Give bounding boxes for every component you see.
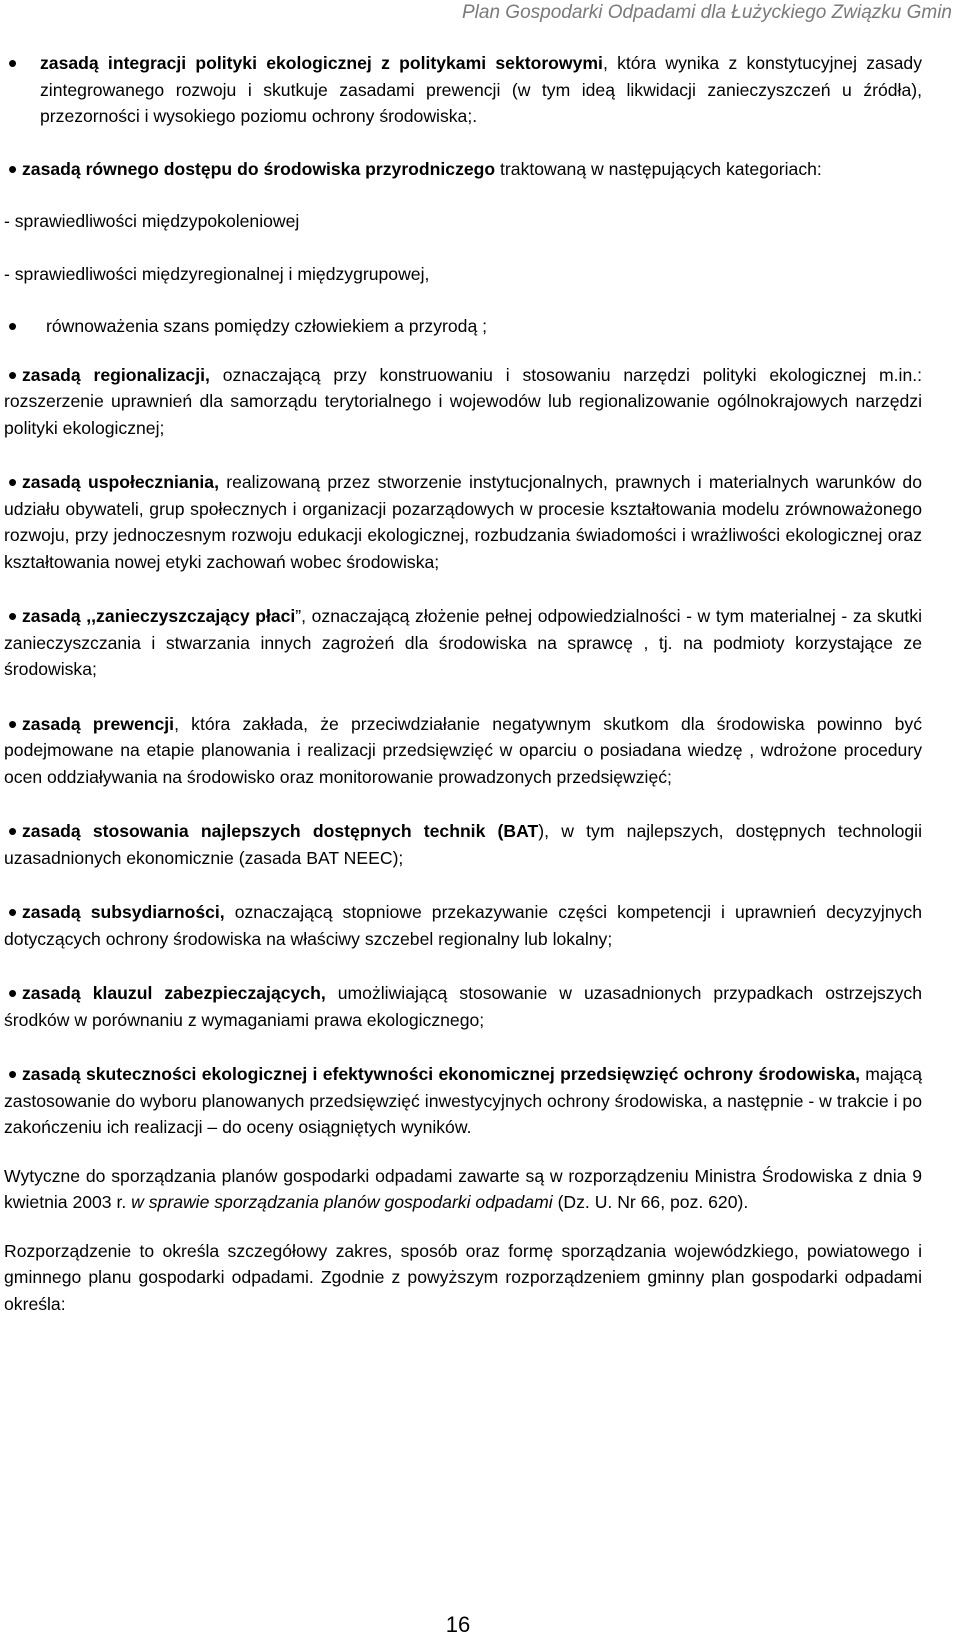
principle-text: mającą zastosowanie do wyboru planowanych przedsięwzięć inwestycyjnych ochrony środowiska, a następnie - w trakcie i po zakończeniu ich realizacji – do oceny osiągniętych wyników.: [4, 1064, 922, 1137]
principle-text: , która zakłada, że przeciwdziałanie negatywnym skutkom dla środowiska powinno być podejmowane na etapie planowania i realizacji przedsięwzięć w oparciu o posiadana wiedzę , wdrożone procedury ocen oddziaływania na środowisko oraz monitorowanie prowadzonych przedsięwzięć;: [4, 713, 923, 787]
list-item: [22, 50, 922, 130]
principle-text: realizowaną przez stworzenie instytucjonalnych, prawnych i materialnych warunków do udziału obywateli, grup społecznych i organizacji pozarządowych w procesie kształtowania modelu zrównoważonego rozwoju, przy jednoczesnym rozwoju edukacji ekologicznej, rozbudzania świadomości i wrażliwości ekologicznej oraz kształtowania nowej etyki zachowań wobec środowiska;: [4, 472, 922, 572]
list-item: [4, 1061, 922, 1141]
list-item: [4, 711, 922, 791]
principle-name: zasadą prewencji: [22, 713, 175, 734]
page-number: 16: [445, 1612, 471, 1637]
paragraph: Rozporządzenie to określa szczegółowy zakres, sposób oraz formę sporządzania wojewódzkiego, powiatowego i gminnego planu gospodarki odpadami. Zgodnie z powyższym rozporządzeniem gminny plan gospodarki odpadami określa:: [4, 1240, 922, 1314]
principle-text: , która wynika z konstytucyjnej zasady zintegrowanego rozwoju i skutkuje zasadami prewencji (w tym ideą likwidacji zanieczyszczeń u źródła), przezorności i wysokiego poziomu ochrony środowiska;.: [40, 53, 922, 126]
list-item: [4, 156, 922, 183]
principle-text: ), w tym najlepszych, dostępnych technologii uzasadnionych ekonomicznie (zasada BAT NEEC);: [4, 821, 922, 868]
list-item: [22, 313, 922, 340]
list-item: [4, 469, 922, 575]
category-item: - sprawiedliwości międzypokoleniowej: [4, 211, 300, 231]
principle-name: zasadą równego dostępu do środowiska przyrodniczego: [22, 158, 496, 179]
list-item: [4, 818, 922, 871]
document-body: [4, 50, 923, 1317]
principle-text: oznaczającą przy konstruowaniu i stosowaniu narzędzi polityki ekologicznej m.in.: rozszerzenie uprawnień dla samorządu terytorialnego i wojewodów lub regionalizowanie ogólnokrajowych narzędzi polityki ekologicznej;: [4, 364, 922, 438]
principle-name: zasadą stosowania najlepszych dostępnych technik (BAT: [22, 821, 539, 841]
principle-text: oznaczającą stopniowe przekazywanie części kompetencji i uprawnień decyzyjnych dotyczących ochrony środowiska na właściwy szczebel regionalny lub lokalny;: [4, 902, 922, 949]
regulation-title: w sprawie sporządzania planów gospodarki odpadami: [131, 1192, 553, 1212]
running-header: Plan Gospodarki Odpadami dla Łużyckiego Związku Gmin: [461, 2, 952, 23]
principle-name: zasadą integracji polityki ekologicznej z politykami sektorowymi: [40, 53, 603, 73]
list-item: [4, 362, 922, 442]
principle-name: zasadą regionalizacji,: [22, 364, 210, 385]
paragraph: [4, 1163, 922, 1216]
principle-text: równoważenia szans pomiędzy człowiekiem a przyrodą ;: [46, 316, 488, 336]
list-item: [4, 980, 922, 1033]
principle-name: zasadą klauzul zabezpieczających,: [22, 983, 326, 1003]
list-item: [4, 603, 922, 683]
principle-text: ”, oznaczającą złożenie pełnej odpowiedzialności - w tym materialnej - za skutki zanieczyszczania i stwarzania innych zagrożeń dla środowiska na sprawcę , tj. na podmioty korzystające ze środowiska;: [4, 606, 922, 679]
principle-name: zasadą subsydiarności,: [22, 902, 225, 922]
principle-text: traktowaną w następujących kategoriach:: [495, 158, 822, 179]
principle-name: zasadą ,,zanieczyszczający płaci: [22, 606, 296, 626]
principle-name: zasadą uspołeczniania,: [22, 472, 219, 492]
category-item: - sprawiedliwości międzyregionalnej i międzygrupowej,: [4, 263, 430, 284]
principle-name: zasadą skuteczności ekologicznej i efektywności ekonomicznej przedsięwzięć ochrony środowiska,: [22, 1064, 861, 1084]
paragraph-text: (Dz. U. Nr 66, poz. 620).: [552, 1192, 749, 1212]
list-item: [4, 899, 922, 952]
paragraph-text: Wytyczne do sporządzania planów gospodarki odpadami zawarte są w rozporządzeniu Ministra Środowiska z dnia 9 kwietnia 2003 r.: [4, 1165, 922, 1212]
principle-text: umożliwiającą stosowanie w uzasadnionych przypadkach ostrzejszych środków w porównaniu z wymaganiami prawa ekologicznego;: [4, 983, 922, 1030]
